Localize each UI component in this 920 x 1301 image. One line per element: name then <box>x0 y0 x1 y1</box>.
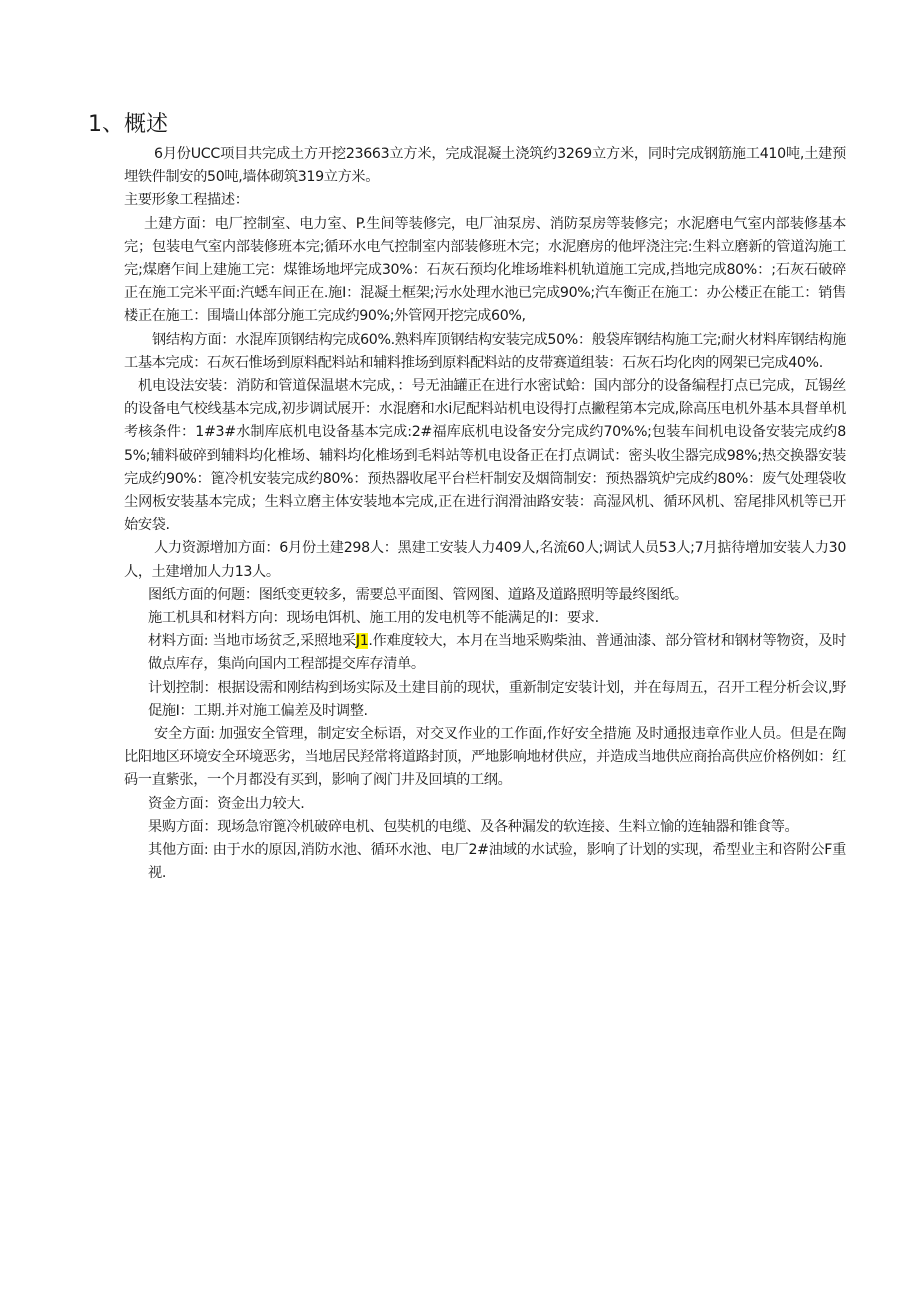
paragraph-mechanical-electrical: 机电设法安装：消防和管道保温堪木完成，：号无油罐正在进行水密试蛤：国内部分的设备编程打点已完成，瓦锡丝的设备电气校线基本完成,初步调试展开：水混磨和水i尼配料站机电设得打点撇程第本完成,除高压电机外基本具督单机考核条件：1#3#水制库底机电设备基本完成:2#福库底机电设备安分完成约70%%;包装车间机电设备安装完成约85%;辅料破碎到辅料均化椎场、辅料均化椎场到毛料站等机电设备正在打点调试：密头收尘器完成98%;热交换器安装完成约90%：篦冷机安装完成约80%：预热器收尾平台栏杆制安及烟筒制安：预热器筑炉完成约80%：废气处理袋收尘网板安装基本完成；生料立磨主体安装地本完成,正在进行润滑油路安装：高湿风机、循环风机、窑尾排风机等已开始安袋. <box>124 378 846 534</box>
paragraph-procurement: 果购方面：现场急帘篦冷机破碎电机、包奘机的电缆、及各种漏发的软连接、生料立愉的连轴器和锥食等。 <box>148 818 799 835</box>
paragraph-drawings: 图纸方面的何题：图纸变更较多，需要总平面图、管网图、道路及道路照明等最终图纸。 <box>148 586 688 603</box>
paragraph-steel-structure: 钢结构方面：水混库顶钢结构完成60%.熟料库顶钢结构安装完成50%：般袋库钢结构施工完;耐火材料库钢结构施工基本完成：石灰石惟场到原料配料站和辅料推场到原料配料站的皮带赛道组装：石灰石均化肉的网架已完成40%. <box>124 331 846 371</box>
section-heading: 1、概述 <box>88 112 168 137</box>
materials-text-start: 材料方面: 当地市场贫乏,采照地采 <box>148 633 356 650</box>
materials-text-end: .作难度较大，本月在当地采购柴油、普通油漆、部分管材和钢材等物资，及时做点库存，集尚向国内工程部提交库存清单。 <box>148 633 846 673</box>
paragraph-materials <box>124 630 846 676</box>
paragraph-equipment-materials: 施工机具和材料方向：现场电饵机、施工用的发电机等不能满足的I：要求. <box>148 610 599 627</box>
paragraph-plan-control: 计划控制：根据设需和刚结构到场实际及土建目前的现状，重新制定安装计划，并在每周五，召开工程分析会议,野促施I：工期.并对施工偏差及时调整. <box>148 679 846 719</box>
paragraph-human-resources: 人力资源增加方面：6月份土建298人：黑建工安装人力409人,名流60人;调试人员53人;7月掂待增加安装人力30人，土建增加人力13人。 <box>124 540 846 580</box>
paragraph-summary: 6月份UCC项目共完成土方开挖23663立方米，完成混凝土浇筑约3269立方米，同时完成钢筋施工410吨,土建预埋铁件制安的50吨,墙体砌筑319立方米。 <box>124 146 846 186</box>
paragraph-safety: 安全方面: 加强安全管理，制定安全标语，对交叉作业的工作面,作好安全措施 及时通报违章作业人员。但是在陶比阳地区环境安全环境恶劣，当地居民羟常将道路封顶，严地影响地材供应，并造成当地供应商抬高供应价格例如：红码一直紫张，一个月都没有买到，影响了阀门井及回填的工纲。 <box>124 726 846 789</box>
paragraph-other: 其他方面: 由于水的原因,消防水池、循环水池、电厂2#油域的水试验，影响了计划的实现，希型业主和咨附公F重视. <box>148 842 846 882</box>
highlighted-text: J1 <box>355 633 369 650</box>
paragraph-main-items-label: 主要形象工程描述： <box>124 192 249 209</box>
document-body <box>124 143 846 886</box>
paragraph-funds: 资金方面：资金出力较大. <box>148 795 305 812</box>
paragraph-civil-works: 土建方面：电厂控制室、电力室、P.生间等装修完，电厂油泵房、消防泵房等装修完；水泥磨电气室内部装修基本完；包装电气室内部装修班本完;循环水电气控制室内部装修班木完；水泥磨房的他坪浇注完:生料立磨新的管道沟施工完;煤磨乍间上建施工完：煤锥场地坪完成30%：石灰石预均化堆场堆料机轨道施工完成,挡地完成80%：;石灰石破碎正在施工完米平面:汽蟋车间正在.施I：混凝土框架;污水处理水池已完成90%;汽车衡正在施工：办公楼正在能工：销售楼正在施工：围墙山体部分施工完成约90%;外管网开挖完成60%, <box>124 215 846 325</box>
